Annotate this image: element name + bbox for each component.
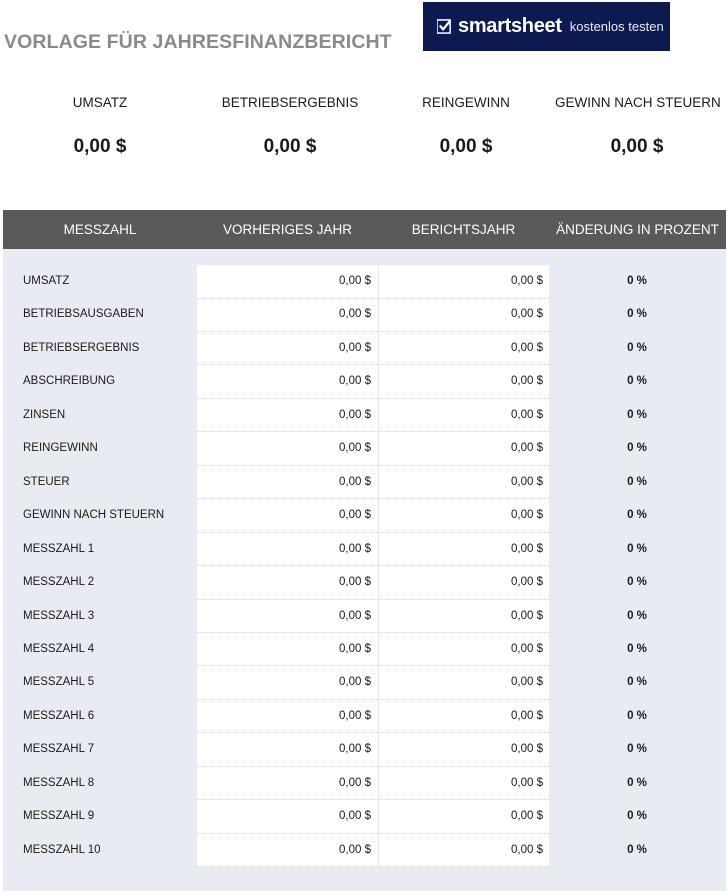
kpi-label: BETRIEBSERGEBNIS: [221, 95, 359, 110]
metric-label: MESSZAHL 5: [23, 676, 95, 689]
report-year-cell[interactable]: 0,00 $: [511, 776, 543, 789]
percent-change-cell: 0 %: [627, 642, 647, 655]
table-row: [3, 365, 726, 399]
table-header: [3, 210, 726, 249]
table-row: [3, 767, 726, 801]
metric-label: MESSZAHL 9: [23, 810, 95, 823]
percent-change-cell: 0 %: [627, 442, 647, 455]
previous-year-cell[interactable]: 0,00 $: [339, 642, 371, 655]
percent-change-cell: 0 %: [627, 308, 647, 321]
report-year-cell[interactable]: 0,00 $: [511, 576, 543, 589]
percent-change-cell: 0 %: [627, 375, 647, 388]
percent-change-cell: 0 %: [627, 542, 647, 555]
table-row: [3, 399, 726, 433]
previous-year-cell[interactable]: 0,00 $: [339, 676, 371, 689]
previous-year-cell[interactable]: 0,00 $: [339, 375, 371, 388]
percent-change-cell: 0 %: [627, 810, 647, 823]
report-year-cell[interactable]: 0,00 $: [511, 609, 543, 622]
kpi-value: 0,00 $: [263, 136, 317, 157]
table-row: [3, 533, 726, 567]
percent-change-cell: 0 %: [627, 509, 647, 522]
metric-label: MESSZAHL 2: [23, 576, 95, 589]
report-year-cell[interactable]: 0,00 $: [511, 810, 543, 823]
report-year-cell[interactable]: 0,00 $: [511, 341, 543, 354]
percent-change-cell: 0 %: [627, 408, 647, 421]
report-year-cell[interactable]: 0,00 $: [511, 509, 543, 522]
kpi-value: 0,00 $: [73, 136, 127, 157]
previous-year-cell[interactable]: 0,00 $: [339, 308, 371, 321]
metric-label: ABSCHREIBUNG: [23, 375, 116, 388]
kpi-umsatz: [50, 95, 150, 158]
previous-year-cell[interactable]: 0,00 $: [339, 542, 371, 555]
percent-change-cell: 0 %: [627, 576, 647, 589]
kpi-value: 0,00 $: [610, 136, 664, 157]
table-row: [3, 834, 726, 868]
table-row: [3, 466, 726, 500]
kpi-label: REINGEWINN: [422, 95, 510, 110]
previous-year-cell[interactable]: 0,00 $: [339, 442, 371, 455]
report-year-cell[interactable]: 0,00 $: [511, 408, 543, 421]
row-divider: [197, 866, 549, 867]
previous-year-cell[interactable]: 0,00 $: [339, 810, 371, 823]
metric-label: BETRIEBSERGEBNIS: [23, 341, 140, 354]
brand-cta: kostenlos testen: [569, 19, 664, 34]
table-row: [3, 332, 726, 366]
previous-year-cell[interactable]: 0,00 $: [339, 709, 371, 722]
kpi-label: GEWINN NACH STEUERN: [555, 95, 721, 110]
percent-change-cell: 0 %: [627, 743, 647, 756]
column-header-messzahl: MESSZAHL: [63, 222, 137, 237]
percent-change-cell: 0 %: [627, 475, 647, 488]
report-year-cell[interactable]: 0,00 $: [511, 308, 543, 321]
percent-change-cell: 0 %: [627, 275, 647, 287]
percent-change-cell: 0 %: [627, 676, 647, 689]
kpi-value: 0,00 $: [439, 136, 493, 157]
table-row: [3, 700, 726, 734]
previous-year-cell[interactable]: 0,00 $: [339, 843, 371, 856]
summary-section: [0, 0, 727, 200]
report-year-cell[interactable]: 0,00 $: [511, 375, 543, 388]
column-header-vorheriges-jahr: VORHERIGES JAHR: [222, 222, 353, 237]
metric-label: MESSZAHL 3: [23, 609, 95, 622]
percent-change-cell: 0 %: [627, 341, 647, 354]
column-header-aenderung: ÄNDERUNG IN PROZENT: [556, 222, 719, 237]
previous-year-cell[interactable]: 0,00 $: [339, 475, 371, 488]
kpi-betriebsergebnis: [220, 95, 360, 158]
previous-year-cell[interactable]: 0,00 $: [339, 743, 371, 756]
metric-label: GEWINN NACH STEUERN: [23, 509, 165, 522]
report-year-cell[interactable]: 0,00 $: [511, 709, 543, 722]
previous-year-cell[interactable]: 0,00 $: [339, 509, 371, 522]
metric-label: BETRIEBSAUSGABEN: [23, 308, 144, 321]
previous-year-cell[interactable]: 0,00 $: [339, 776, 371, 789]
previous-year-cell[interactable]: 0,00 $: [339, 341, 371, 354]
metric-label: UMSATZ: [23, 275, 70, 287]
metric-label: MESSZAHL 8: [23, 776, 95, 789]
previous-year-cell[interactable]: 0,00 $: [339, 408, 371, 421]
table-body: [3, 249, 726, 891]
previous-year-cell[interactable]: 0,00 $: [339, 576, 371, 589]
metric-label: MESSZAHL 7: [23, 743, 95, 756]
report-year-cell[interactable]: 0,00 $: [511, 475, 543, 488]
table-row: [3, 600, 726, 634]
metric-label: MESSZAHL 6: [23, 709, 95, 722]
column-header-berichtsjahr: BERICHTSJAHR: [411, 222, 516, 237]
metric-label: ZINSEN: [23, 408, 66, 421]
table-row: [3, 733, 726, 767]
metric-label: REINGEWINN: [23, 442, 98, 455]
report-year-cell[interactable]: 0,00 $: [511, 843, 543, 856]
report-year-cell[interactable]: 0,00 $: [511, 676, 543, 689]
table-row: [3, 666, 726, 700]
percent-change-cell: 0 %: [627, 709, 647, 722]
table-row: [3, 633, 726, 667]
metric-label: STEUER: [23, 475, 70, 488]
table-row: [3, 298, 726, 332]
report-year-cell[interactable]: 0,00 $: [511, 542, 543, 555]
metric-label: MESSZAHL 1: [23, 542, 95, 555]
table-row: [3, 566, 726, 600]
brand-name: smartsheet: [458, 15, 562, 37]
percent-change-cell: 0 %: [627, 843, 647, 856]
previous-year-cell[interactable]: 0,00 $: [339, 275, 371, 287]
percent-change-cell: 0 %: [627, 609, 647, 622]
kpi-gewinn-nach-steuern: [555, 95, 719, 158]
table-row: [3, 432, 726, 466]
metric-label: MESSZAHL 10: [23, 843, 101, 856]
report-year-cell[interactable]: 0,00 $: [511, 275, 543, 287]
table-row: [3, 499, 726, 533]
table-row: [3, 800, 726, 834]
report-year-cell[interactable]: 0,00 $: [511, 642, 543, 655]
kpi-reingewinn: [406, 95, 526, 158]
previous-year-cell[interactable]: 0,00 $: [339, 609, 371, 622]
metric-label: MESSZAHL 4: [23, 642, 95, 655]
kpi-label: UMSATZ: [72, 95, 128, 110]
report-year-cell[interactable]: 0,00 $: [511, 442, 543, 455]
percent-change-cell: 0 %: [627, 776, 647, 789]
report-year-cell[interactable]: 0,00 $: [511, 743, 543, 756]
table-row: [3, 265, 726, 299]
page-title: VORLAGE FÜR JAHRESFINANZBERICHT: [4, 31, 392, 53]
